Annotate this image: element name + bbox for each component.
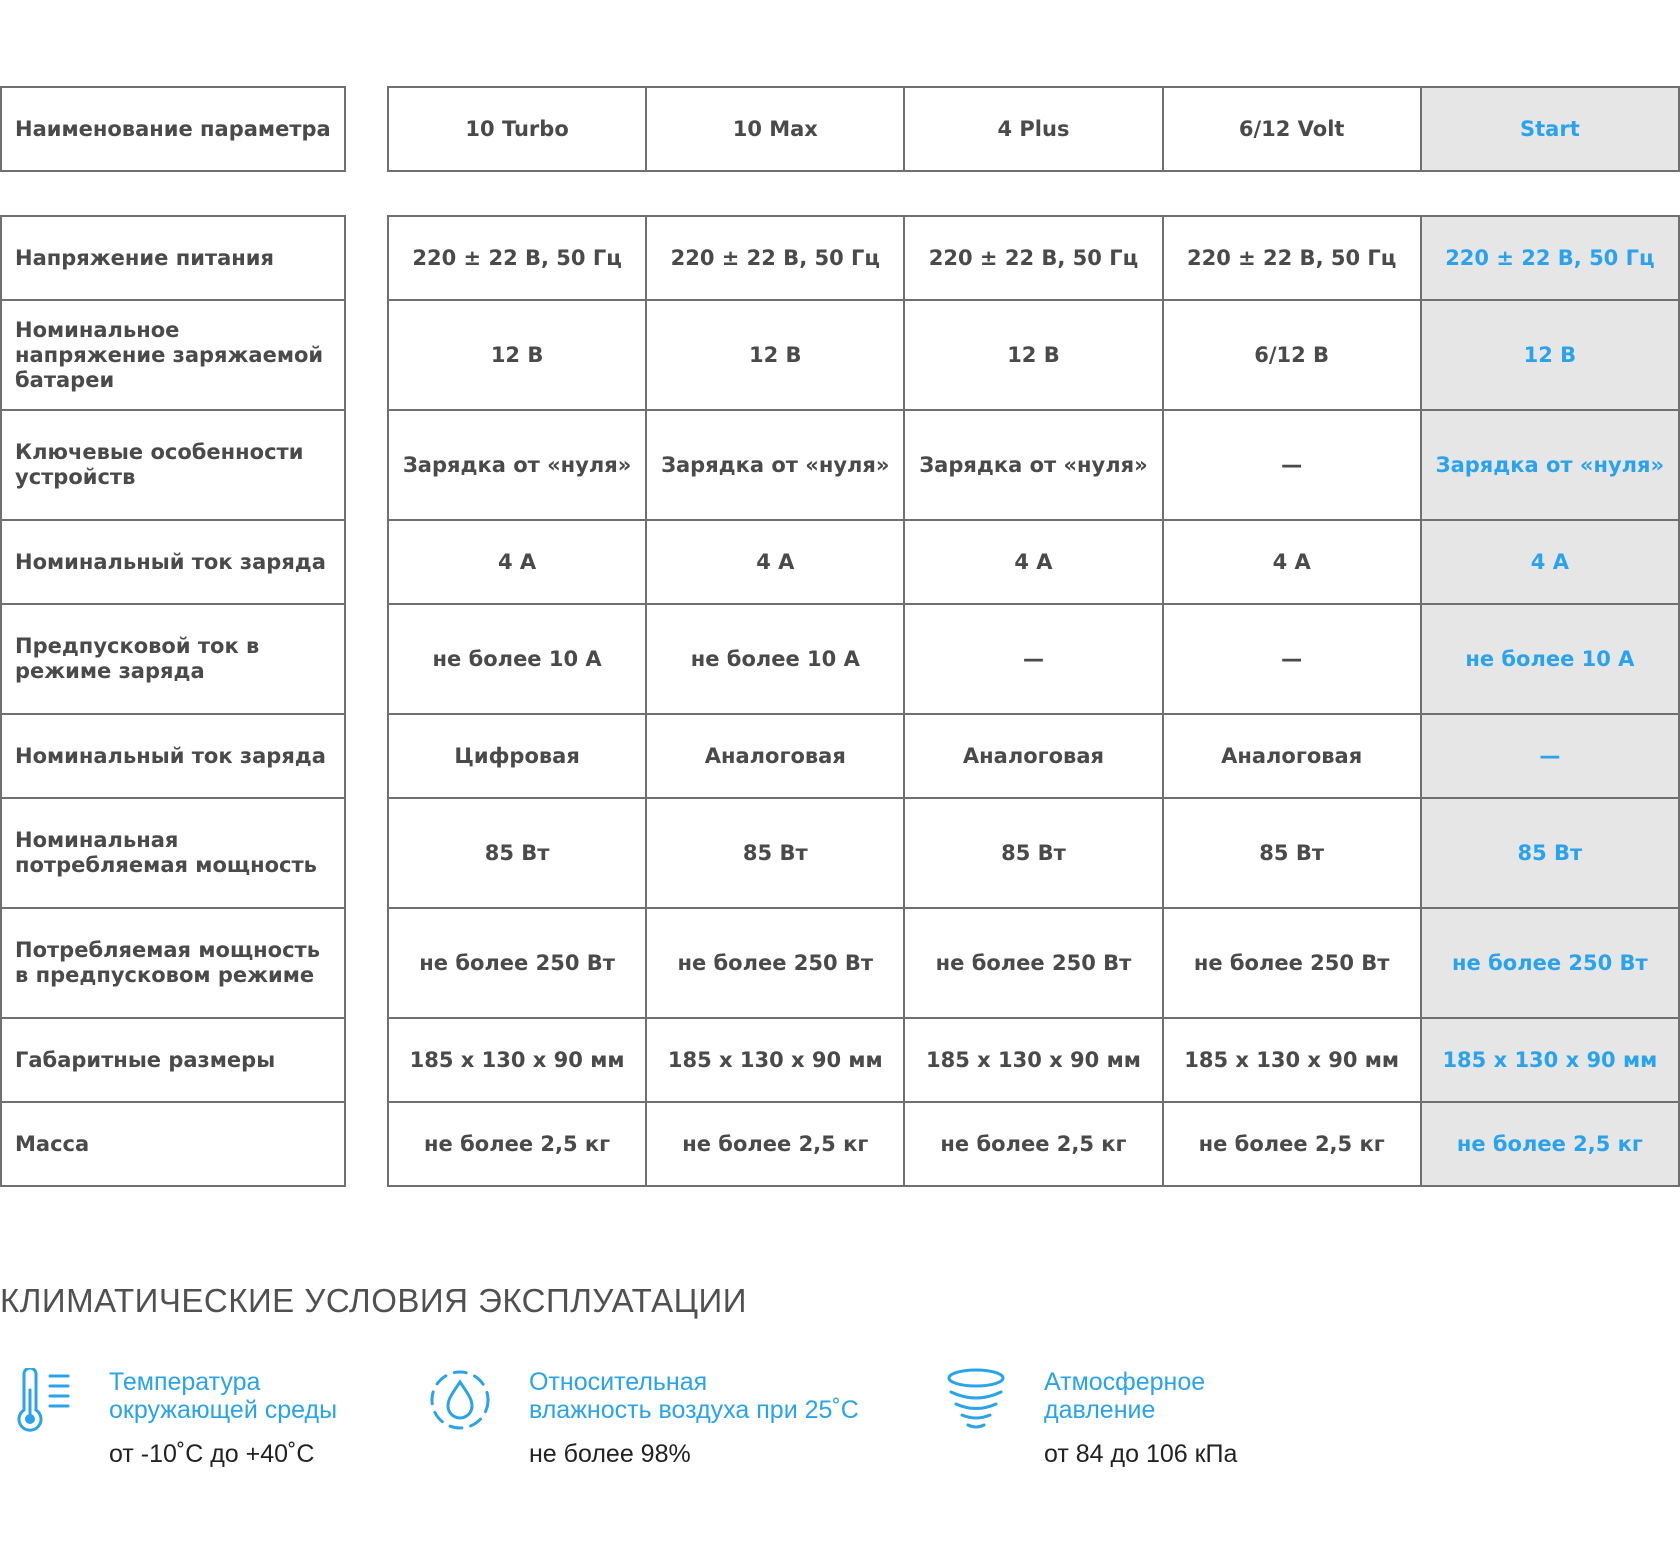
values-table [387, 215, 1680, 1187]
value-cell: 85 Вт [904, 798, 1162, 908]
value-cell: 12 В [646, 300, 904, 410]
param-name: Ключевые особенности устройств [1, 410, 345, 520]
value-cell: 220 ± 22 В, 50 Гц [1163, 216, 1421, 300]
model-header: 10 Max [646, 87, 904, 171]
value-cell: не более 2,5 кг [388, 1102, 646, 1186]
value-cell-highlighted: — [1421, 714, 1679, 798]
value-cell: 185 х 130 х 90 мм [904, 1018, 1162, 1102]
value-cell: Цифровая [388, 714, 646, 798]
value-cell: не более 2,5 кг [1163, 1102, 1421, 1186]
value-cell-highlighted: 4 А [1421, 520, 1679, 604]
value-cell: 4 А [388, 520, 646, 604]
value-cell: 220 ± 22 В, 50 Гц [904, 216, 1162, 300]
value-cell-highlighted: не более 10 А [1421, 604, 1679, 714]
value-cell-highlighted: 85 Вт [1421, 798, 1679, 908]
climate-label-line2: влажность воздуха при 25˚С [529, 1396, 859, 1424]
value-cell: 4 А [646, 520, 904, 604]
value-cell: 85 Вт [646, 798, 904, 908]
value-cell-highlighted: 12 В [1421, 300, 1679, 410]
value-cell: 185 х 130 х 90 мм [646, 1018, 904, 1102]
climate-value: от -10˚С до +40˚С [109, 1440, 315, 1468]
value-cell: Зарядка от «нуля» [904, 410, 1162, 520]
param-name: Номинальный ток заряда [1, 714, 345, 798]
value-cell: 12 В [904, 300, 1162, 410]
table-row [388, 908, 1679, 1018]
value-cell: 220 ± 22 В, 50 Гц [646, 216, 904, 300]
value-cell: Зарядка от «нуля» [388, 410, 646, 520]
value-cell: 4 А [904, 520, 1162, 604]
param-name: Номинальный ток заряда [1, 520, 345, 604]
model-header: 4 Plus [904, 87, 1162, 171]
model-header-highlighted: Start [1421, 87, 1679, 171]
value-cell: 4 А [1163, 520, 1421, 604]
climate-label [529, 1368, 859, 1424]
value-cell: 220 ± 22 В, 50 Гц [388, 216, 646, 300]
climate-label [109, 1368, 337, 1424]
climate-value: не более 98% [529, 1440, 691, 1468]
table-row [388, 216, 1679, 300]
value-cell: не более 250 Вт [646, 908, 904, 1018]
climate-value: от 84 до 106 кПа [1044, 1440, 1238, 1468]
value-cell: Аналоговая [646, 714, 904, 798]
humidity-drop-icon [428, 1368, 492, 1432]
climate-label-line1: Атмосферное [1044, 1368, 1206, 1396]
value-cell-highlighted: Зарядка от «нуля» [1421, 410, 1679, 520]
table-row [388, 798, 1679, 908]
table-row [388, 1018, 1679, 1102]
table-row [388, 1102, 1679, 1186]
value-cell: 85 Вт [388, 798, 646, 908]
value-cell-highlighted: 185 х 130 х 90 мм [1421, 1018, 1679, 1102]
param-name: Потребляемая мощность в предпусковом режиме [1, 908, 345, 1018]
value-cell: не более 250 Вт [1163, 908, 1421, 1018]
param-name: Масса [1, 1102, 345, 1186]
value-cell: 185 х 130 х 90 мм [1163, 1018, 1421, 1102]
climate-label-line2: давление [1044, 1396, 1156, 1424]
value-cell: не более 250 Вт [388, 908, 646, 1018]
param-name: Напряжение питания [1, 216, 345, 300]
table-row [388, 410, 1679, 520]
climate-label [1044, 1368, 1205, 1424]
param-header-table [0, 86, 346, 172]
section-title: КЛИМАТИЧЕСКИЕ УСЛОВИЯ ЭКСПЛУАТАЦИИ [0, 1282, 747, 1319]
climate-label-line1: Относительная [529, 1368, 708, 1396]
value-cell: не более 10 А [646, 604, 904, 714]
value-cell: не более 2,5 кг [646, 1102, 904, 1186]
value-cell: 85 Вт [1163, 798, 1421, 908]
climate-label-line2: окружающей среды [109, 1396, 338, 1424]
value-cell: 12 В [388, 300, 646, 410]
table-row [388, 520, 1679, 604]
value-cell: — [1163, 410, 1421, 520]
model-header: 6/12 Volt [1163, 87, 1421, 171]
param-name: Номинальное напряжение заряжаемой батареи [1, 300, 345, 410]
table-row [388, 604, 1679, 714]
climate-label-line1: Температура [109, 1368, 261, 1396]
param-name: Габаритные размеры [1, 1018, 345, 1102]
value-cell-highlighted: не более 250 Вт [1421, 908, 1679, 1018]
value-cell: не более 2,5 кг [904, 1102, 1162, 1186]
value-cell: Аналоговая [1163, 714, 1421, 798]
value-cell: 185 х 130 х 90 мм [388, 1018, 646, 1102]
table-row [388, 714, 1679, 798]
value-cell: — [904, 604, 1162, 714]
value-cell: — [1163, 604, 1421, 714]
param-name: Номинальная потребляемая мощность [1, 798, 345, 908]
value-cell: Зарядка от «нуля» [646, 410, 904, 520]
models-header-table [387, 86, 1680, 172]
param-names-table [0, 215, 346, 1187]
pressure-icon [946, 1368, 1006, 1432]
value-cell-highlighted: 220 ± 22 В, 50 Гц [1421, 216, 1679, 300]
param-name: Предпусковой ток в режиме заряда [1, 604, 345, 714]
model-header: 10 Turbo [388, 87, 646, 171]
param-header: Наименование параметра [1, 87, 345, 171]
value-cell: 6/12 В [1163, 300, 1421, 410]
value-cell: не более 10 А [388, 604, 646, 714]
thermometer-icon [14, 1368, 70, 1432]
value-cell: не более 250 Вт [904, 908, 1162, 1018]
value-cell: Аналоговая [904, 714, 1162, 798]
value-cell-highlighted: не более 2,5 кг [1421, 1102, 1679, 1186]
table-row [388, 300, 1679, 410]
